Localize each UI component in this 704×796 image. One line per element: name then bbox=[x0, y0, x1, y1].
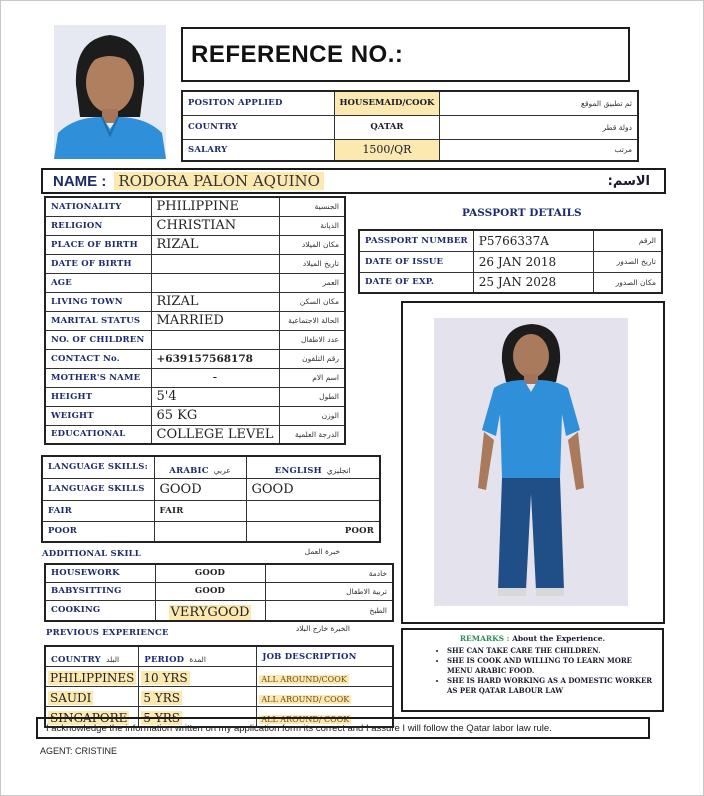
personal-arabic: عدد الاطفال bbox=[279, 330, 345, 349]
name-label: NAME : bbox=[53, 172, 107, 190]
personal-label: AGE bbox=[45, 273, 151, 292]
personal-arabic: الوزن bbox=[279, 406, 345, 425]
babysitting-arabic: تربية الاطفال bbox=[265, 582, 393, 600]
period-header-ar: المدة bbox=[189, 655, 206, 664]
reference-box bbox=[181, 27, 630, 82]
personal-label: RELIGION bbox=[45, 216, 151, 235]
remarks-box bbox=[401, 628, 664, 712]
experience-country: PHILIPPINES bbox=[50, 671, 135, 685]
housework-label: HOUSEWORK bbox=[45, 564, 155, 582]
personal-value: PHILIPPINE bbox=[151, 197, 279, 216]
personal-value: +639157568178 bbox=[151, 349, 279, 368]
country-header bbox=[45, 646, 139, 667]
additional-skill-table bbox=[44, 563, 394, 622]
expiry-date-arabic: مكان الصدور bbox=[593, 272, 662, 293]
personal-row bbox=[45, 235, 345, 254]
country-arabic: دولة قطر bbox=[440, 115, 638, 139]
previous-experience-title-ar: الخبرة خارج البلاد bbox=[295, 624, 350, 633]
poor-row-label: POOR bbox=[42, 521, 154, 542]
housework-arabic: خادمة bbox=[265, 564, 393, 582]
passport-table bbox=[358, 229, 663, 294]
issue-date-value: 26 JAN 2018 bbox=[473, 251, 593, 272]
portrait-photo bbox=[54, 25, 166, 159]
agent-text: AGENT: CRISTINE bbox=[40, 746, 118, 756]
experience-country: SAUDI bbox=[50, 691, 92, 705]
personal-value bbox=[151, 254, 279, 273]
personal-label: PLACE OF BIRTH bbox=[45, 235, 151, 254]
personal-row bbox=[45, 406, 345, 425]
period-header-label: PERIOD bbox=[144, 655, 185, 665]
personal-value: MARRIED bbox=[151, 311, 279, 330]
personal-label: MARITAL STATUS bbox=[45, 311, 151, 330]
personal-arabic: رقم التلفون bbox=[279, 349, 345, 368]
personal-label: MOTHER'S NAME bbox=[45, 368, 151, 387]
personal-value: RIZAL bbox=[151, 235, 279, 254]
arabic-header-ar: عربي bbox=[213, 465, 231, 475]
personal-arabic: الحالة الاجتماعية bbox=[279, 311, 345, 330]
cooking-value-cell bbox=[155, 600, 265, 621]
personal-label: EDUCATIONAL bbox=[45, 425, 151, 444]
personal-label: WEIGHT bbox=[45, 406, 151, 425]
personal-value: COLLEGE LEVEL bbox=[151, 425, 279, 444]
personal-row bbox=[45, 387, 345, 406]
experience-country-cell bbox=[45, 667, 139, 687]
fair-row-arabic: FAIR bbox=[154, 500, 246, 521]
remarks-subtitle: About the Experience. bbox=[512, 634, 606, 643]
country-label: COUNTRY bbox=[182, 115, 334, 139]
personal-arabic: مكان السكن bbox=[279, 292, 345, 311]
personal-row bbox=[45, 311, 345, 330]
personal-value: 65 KG bbox=[151, 406, 279, 425]
cooking-value: VERYGOOD bbox=[170, 604, 250, 620]
english-header-ar: انجليزي bbox=[326, 465, 351, 475]
personal-label: NO. OF CHILDREN bbox=[45, 330, 151, 349]
personal-arabic: اسم الام bbox=[279, 368, 345, 387]
language-row-label: LANGUAGE SKILLS bbox=[42, 478, 154, 500]
name-value: RODORA PALON AQUINO bbox=[114, 172, 324, 190]
experience-period: 5 YRS bbox=[143, 711, 180, 725]
experience-row bbox=[45, 667, 393, 687]
issue-date-label: DATE OF ISSUE bbox=[359, 251, 473, 272]
position-table bbox=[181, 90, 639, 162]
salary-value: 1500/QR bbox=[334, 139, 440, 161]
personal-label: LIVING TOWN bbox=[45, 292, 151, 311]
personal-arabic: الجنسية bbox=[279, 197, 345, 216]
experience-job-cell bbox=[257, 667, 393, 687]
full-body-photo-frame bbox=[401, 301, 665, 624]
passport-number-value: P5766337A bbox=[473, 230, 593, 251]
personal-arabic: العمر bbox=[279, 273, 345, 292]
personal-row bbox=[45, 330, 345, 349]
personal-value: - bbox=[151, 368, 279, 387]
period-header bbox=[139, 646, 257, 667]
personal-arabic: تاريخ الميلاد bbox=[279, 254, 345, 273]
passport-number-label: PASSPORT NUMBER bbox=[359, 230, 473, 251]
salary-arabic: مرتب bbox=[440, 139, 638, 161]
personal-value: CHRISTIAN bbox=[151, 216, 279, 235]
poor-row-arabic bbox=[154, 521, 246, 542]
arabic-header bbox=[154, 456, 246, 478]
experience-period-cell bbox=[139, 667, 257, 687]
position-value: HOUSEMAID/COOK bbox=[334, 91, 440, 115]
experience-job-cell bbox=[257, 687, 393, 707]
reference-label: REFERENCE NO.: bbox=[191, 40, 404, 68]
remark-item: • SHE IS COOK AND WILLING TO LEARN MORE MENU ARABIC FOOD. bbox=[447, 656, 656, 676]
position-arabic: ثم تطبيق الموقع bbox=[440, 91, 638, 115]
country-value: QATAR bbox=[334, 115, 440, 139]
cooking-arabic: الطبخ bbox=[265, 600, 393, 621]
personal-arabic: الطول bbox=[279, 387, 345, 406]
previous-experience-title: PREVIOUS EXPERIENCE bbox=[46, 628, 169, 638]
experience-period: 5 YRS bbox=[143, 691, 180, 705]
personal-label: NATIONALITY bbox=[45, 197, 151, 216]
cooking-label: COOKING bbox=[45, 600, 155, 621]
additional-skill-title-ar: خبرة العمل bbox=[304, 547, 340, 556]
issue-date-arabic: تاريخ الصدور bbox=[593, 251, 662, 272]
personal-row bbox=[45, 292, 345, 311]
language-row-english: GOOD bbox=[246, 478, 380, 500]
poor-row-english: POOR bbox=[246, 521, 380, 542]
additional-skill-title: ADDITIONAL SKILL bbox=[42, 549, 141, 559]
personal-arabic: مكان الميلاد bbox=[279, 235, 345, 254]
personal-arabic: الديانة bbox=[279, 216, 345, 235]
experience-country-cell bbox=[45, 687, 139, 707]
arabic-header-label: ARABIC bbox=[169, 465, 209, 476]
language-row-arabic: GOOD bbox=[154, 478, 246, 500]
english-header bbox=[246, 456, 380, 478]
experience-job: ALL AROUND/ COOK bbox=[261, 715, 350, 724]
personal-label: HEIGHT bbox=[45, 387, 151, 406]
personal-row bbox=[45, 425, 345, 444]
acknowledgement-text: I acknowledge the information written on my application form its correct and I assure I will follow the Qatar labor law rule. bbox=[46, 722, 552, 734]
language-table bbox=[41, 455, 381, 543]
personal-value bbox=[151, 273, 279, 292]
personal-row bbox=[45, 254, 345, 273]
personal-value bbox=[151, 330, 279, 349]
salary-label: SALARY bbox=[182, 139, 334, 161]
personal-row bbox=[45, 273, 345, 292]
passport-title: PASSPORT DETAILS bbox=[462, 207, 582, 219]
language-header-label: LANGUAGE SKILLS: bbox=[42, 456, 154, 478]
country-header-ar: البلد bbox=[106, 655, 120, 664]
experience-table bbox=[44, 645, 394, 728]
passport-number-arabic: الرقم bbox=[593, 230, 662, 251]
remark-item: • SHE IS HARD WORKING AS A DOMESTIC WORKER AS PER QATAR LABOUR LAW bbox=[447, 676, 656, 696]
remarks-list bbox=[409, 646, 656, 696]
personal-label: DATE OF BIRTH bbox=[45, 254, 151, 273]
english-header-label: ENGLISH bbox=[274, 465, 322, 476]
name-arabic: الاسم: bbox=[607, 173, 650, 189]
name-bar bbox=[41, 168, 666, 194]
remark-item: • SHE CAN TAKE CARE THE CHILDREN. bbox=[447, 646, 656, 656]
personal-arabic: الدرجة العلمية bbox=[279, 425, 345, 444]
remarks-title: REMARKS : bbox=[459, 634, 510, 643]
personal-row bbox=[45, 368, 345, 387]
experience-row bbox=[45, 687, 393, 707]
personal-row bbox=[45, 349, 345, 368]
experience-country: SINGAPORE bbox=[50, 711, 128, 725]
expiry-date-label: DATE OF EXP. bbox=[359, 272, 473, 293]
experience-job: ALL AROUND/ COOK bbox=[261, 695, 350, 704]
experience-period-cell bbox=[139, 687, 257, 707]
country-header-label: COUNTRY bbox=[51, 655, 101, 665]
full-body-photo bbox=[434, 318, 628, 606]
personal-row bbox=[45, 197, 345, 216]
personal-value: 5'4 bbox=[151, 387, 279, 406]
fair-row-english bbox=[246, 500, 380, 521]
expiry-date-value: 25 JAN 2028 bbox=[473, 272, 593, 293]
experience-period: 10 YRS bbox=[143, 671, 188, 685]
babysitting-label: BABYSITTING bbox=[45, 582, 155, 600]
personal-row bbox=[45, 216, 345, 235]
personal-table bbox=[44, 196, 346, 445]
housework-value: GOOD bbox=[155, 564, 265, 582]
experience-job: ALL AROUND/COOK bbox=[261, 675, 347, 684]
personal-label: CONTACT No. bbox=[45, 349, 151, 368]
job-header: JOB DESCRIPTION bbox=[257, 646, 393, 667]
fair-row-label: FAIR bbox=[42, 500, 154, 521]
babysitting-value: GOOD bbox=[155, 582, 265, 600]
position-label: POSITON APPLIED bbox=[182, 91, 334, 115]
remarks-heading bbox=[409, 634, 656, 643]
acknowledgement-box bbox=[36, 717, 650, 739]
personal-value: RIZAL bbox=[151, 292, 279, 311]
